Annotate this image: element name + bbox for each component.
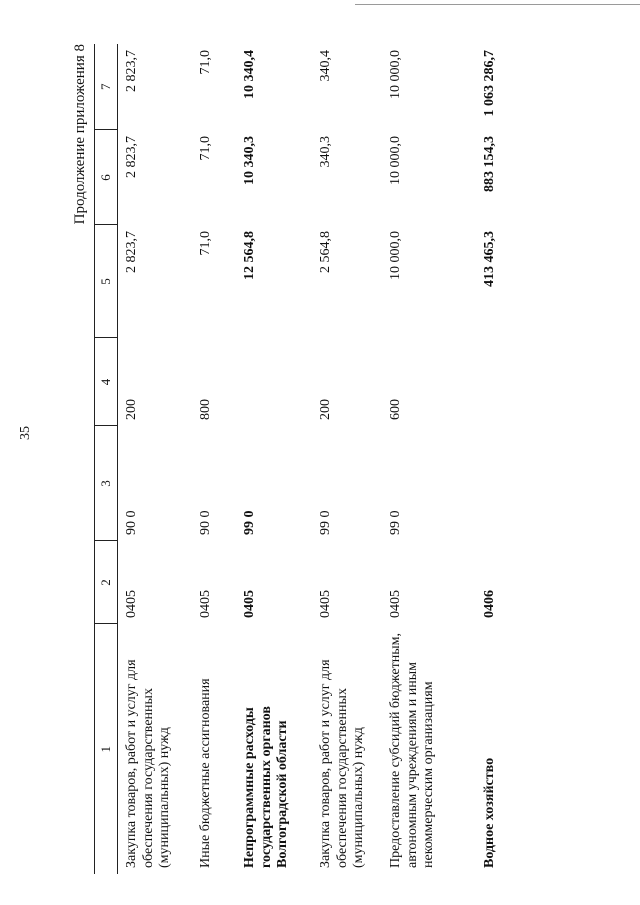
table-row	[382, 44, 476, 874]
target-code: 99 0	[242, 510, 257, 535]
expense-type-code: 600	[388, 399, 403, 420]
amount-col5: 10 000,0	[388, 231, 403, 280]
section-code: 0405	[318, 590, 333, 618]
amount-col5: 413 465,3	[482, 231, 497, 287]
section-code: 0405	[242, 590, 257, 618]
column-header: 6	[95, 130, 118, 225]
table-row	[236, 44, 312, 874]
amount-col7: 2 823,7	[124, 50, 139, 92]
target-code: 90 0	[124, 510, 139, 535]
column-header: 2	[95, 541, 118, 624]
row-name: Водное хозяйство	[482, 757, 497, 868]
row-name: Закупка товаров, работ и услуг для обеспечения государственных (муниципальных) нужд	[318, 659, 367, 868]
expense-type-code	[476, 338, 510, 426]
column-header: 5	[95, 225, 118, 338]
expense-type-code: 200	[124, 399, 139, 420]
scan-edge-line	[355, 4, 640, 5]
row-name: Непрограммные расходы государственных органов Волгоградской области	[242, 706, 291, 868]
table-row	[118, 44, 193, 874]
amount-col7: 10 340,4	[242, 50, 257, 99]
expense-type-code	[236, 338, 312, 426]
section-code: 0405	[124, 590, 139, 618]
amount-col6: 883 154,3	[482, 136, 497, 192]
column-header: 4	[95, 338, 118, 426]
expense-type-code: 200	[318, 399, 333, 420]
column-header: 7	[95, 44, 118, 130]
target-code: 99 0	[388, 510, 403, 535]
rotated-sheet	[72, 44, 532, 874]
column-header: 3	[95, 426, 118, 541]
table-row	[192, 44, 236, 874]
table-header-row	[95, 44, 118, 874]
amount-col7: 71,0	[198, 50, 213, 75]
amount-col5: 71,0	[198, 231, 213, 256]
table-row	[476, 44, 510, 874]
amount-col6: 340,3	[318, 136, 333, 168]
expense-type-code: 800	[198, 399, 213, 420]
amount-col7: 1 063 286,7	[482, 50, 497, 117]
table-row	[312, 44, 382, 874]
section-code: 0405	[388, 590, 403, 618]
amount-col7: 340,4	[318, 50, 333, 82]
row-name: Закупка товаров, работ и услуг для обеспечения государственных (муниципальных) нужд	[124, 659, 173, 868]
row-name: Предоставление субсидий бюджетным, автономным учреждениям и иным некоммерческим организациям	[388, 632, 437, 868]
amount-col5: 2 564,8	[318, 231, 333, 273]
page-number: 35	[18, 426, 33, 440]
amount-col6: 2 823,7	[124, 136, 139, 178]
appendix-caption: Продолжение приложения 8	[72, 44, 88, 225]
row-name: Иные бюджетные ассигнования	[198, 678, 213, 868]
amount-col7: 10 000,0	[388, 50, 403, 99]
target-code: 99 0	[318, 510, 333, 535]
amount-col6: 71,0	[198, 136, 213, 161]
amount-col5: 2 823,7	[124, 231, 139, 273]
target-code: 90 0	[198, 510, 213, 535]
section-code: 0405	[198, 590, 213, 618]
target-code	[476, 426, 510, 541]
column-header: 1	[95, 624, 118, 874]
amount-col6: 10 340,3	[242, 136, 257, 185]
section-code: 0406	[482, 590, 497, 618]
budget-table	[94, 44, 510, 874]
amount-col5: 12 564,8	[242, 231, 257, 280]
amount-col6: 10 000,0	[388, 136, 403, 185]
